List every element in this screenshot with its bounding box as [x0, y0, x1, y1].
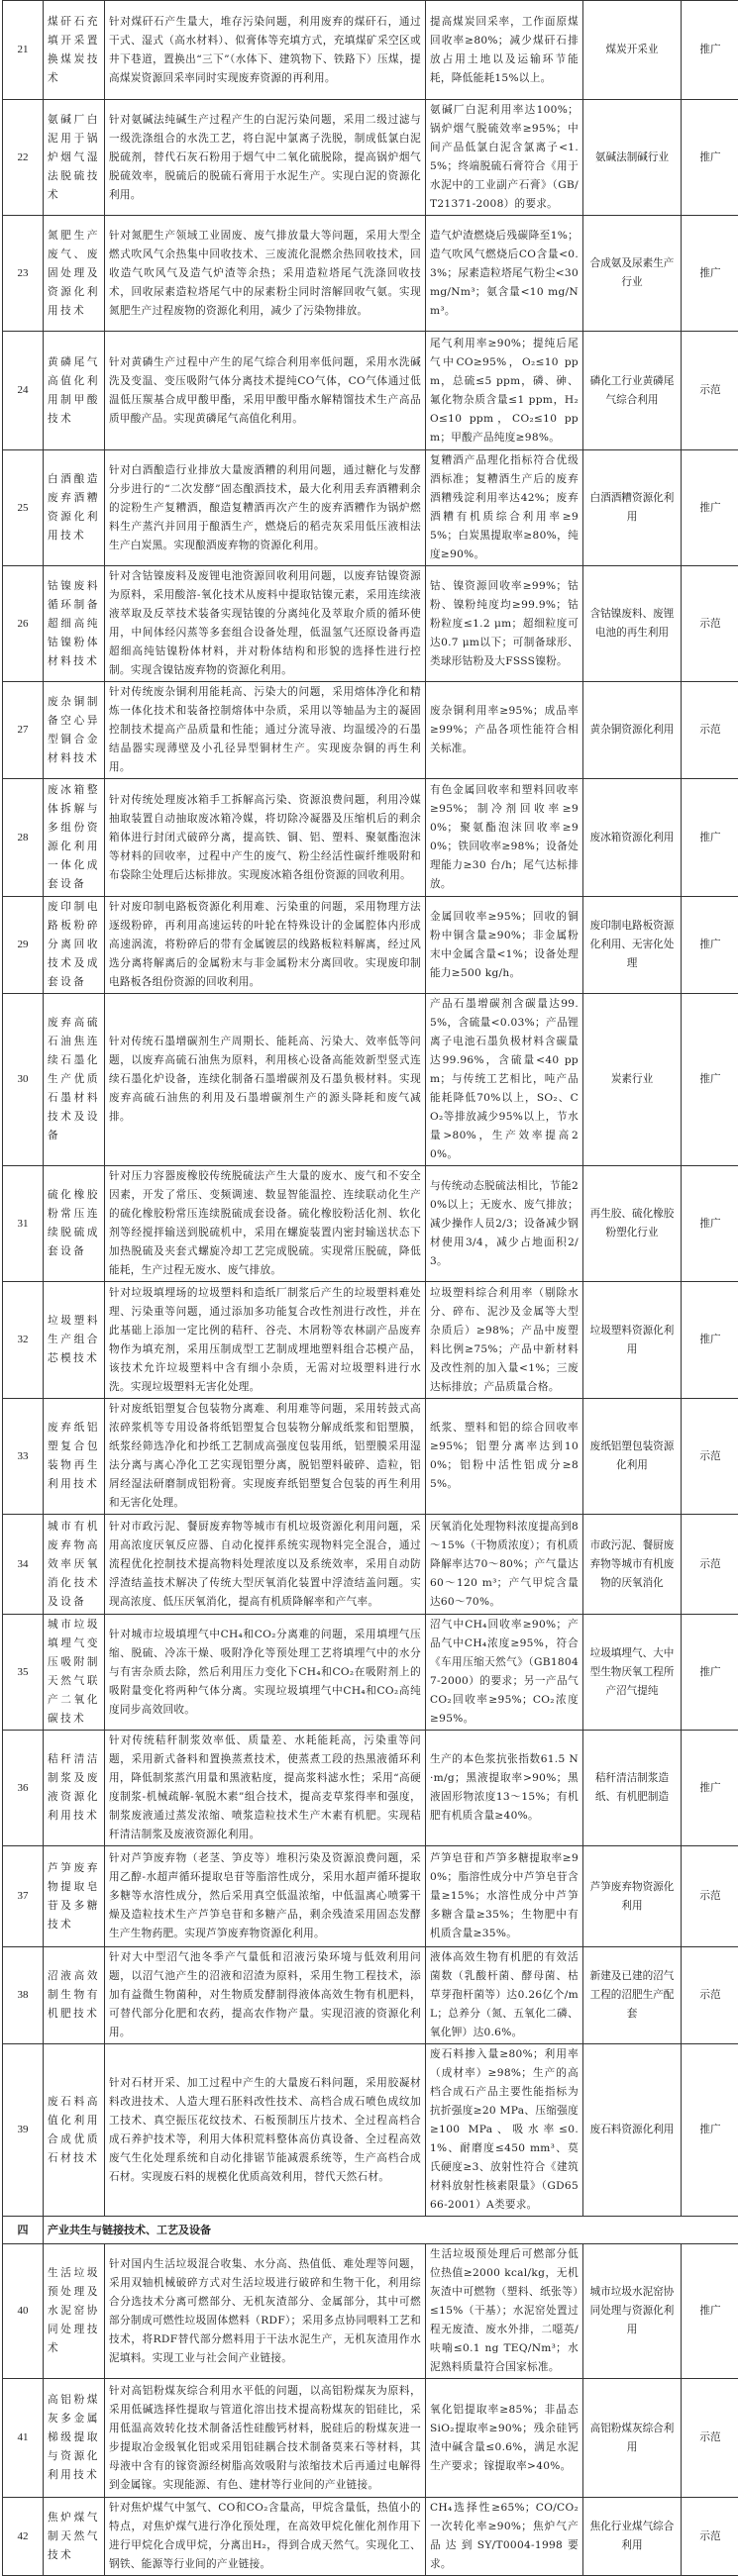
promotion-type: 推广	[682, 216, 738, 332]
promotion-type: 示范	[682, 1399, 738, 1515]
technology-description: 针对垃圾填埋场的垃圾塑料和造纸厂制浆后产生的垃圾塑料难处理、污染重等问题，通过添加多功能复合改性剂进行改性，并在此基础上添加一定比例的秸秆、谷壳、木屑粉等农林副产品废弃物作为填充剂，采用压制成型工艺制成埋地塑料组合芯模产品，该技术允许垃圾塑料中含有细小杂质，无需对垃圾塑料进行水洗。实现垃圾塑料无害化处理。	[105, 1282, 426, 1399]
applicable-scope: 废石料资源化利用	[583, 2044, 682, 2217]
technology-description: 针对传统处理废冰箱手工拆解高污染、资源浪费问题，利用冷媒抽取装置自动抽取废冰箱冷媒，将切除冷凝器及压缩机后的剩余箱体进行封闭式破碎分离，提高铁、铜、铝、塑料、聚氨酯泡沫等材料的回收率，过程中产生的废气、粉尘经活性碳纤维吸附和布袋除尘处理后达标排放。实现废冰箱各组份资源的回收利用。	[105, 779, 426, 897]
technology-name: 城市垃圾填埋气变压吸附制天然气联产二氧化碳技术	[44, 1615, 105, 1731]
technology-description: 针对大中型沼气池冬季产气量低和沼液污染环境与低效利用问题，以沼气池产生的沼液和沼渣为原料，采用生物工程技术，添加有益微生物菌种，对生物质发酵制得液体高效生物有机肥料，可替代部分化肥和农药，提高农作物产量。实现沼液的资源化利用。	[105, 1947, 426, 2044]
table-row	[3, 1166, 738, 1282]
technology-name: 芦笋废弃物提取皂苷及多糖技术	[44, 1846, 105, 1947]
technology-catalog-table	[2, 0, 738, 2576]
promotion-type: 推广	[682, 1, 738, 100]
promotion-type: 推广	[682, 450, 738, 566]
row-number: 21	[3, 1, 44, 100]
table-row	[3, 682, 738, 779]
table-row	[3, 2244, 738, 2379]
table-row	[3, 2379, 738, 2498]
technology-description: 针对高铝粉煤灰综合利用水平低的问题，以高铝粉煤灰为原料，采用低碱选择性提取与管道化溶出技术提高粉煤灰的铝硅比，采用低温高效转化技术制备活性硅酸钙材料，脱硅后的粉煤灰进一步提取冶金级氧化铝或采用铝硅耦合技术制备莫来石等材料，其母液中含有的镓资源经树脂高效吸附与浓缩技术后再通过电解得到金属镓。实现能源、有色、建材等行业间的产业链接。	[105, 2379, 426, 2498]
row-number: 38	[3, 1947, 44, 2044]
key-indicators: 废石料掺入量≥80%；利用率（成材率）≥98%；生产的高档合成石产品主要性能指标为抗折强度≥20 MPa、压缩强度≥100 MPa、吸水率≤0.1%、耐磨度≤450 mm³、莫氏硬度≥3、放射性符合《建筑材料放射性核素限量》（GD6566-2001）A类要求。	[426, 2044, 583, 2217]
technology-description: 针对氨碱法纯碱生产过程产生的白泥污染问题，采用二级过滤与一级洗涤组合的水洗工艺，将白泥中氯离子洗脱，制成低氯白泥脱硫剂，替代石灰石粉用于烟气中二氧化硫脱除，提高锅炉烟气脱硫效率，脱硫后的脱硫石膏用于水泥生产。实现白泥的资源化利用。	[105, 100, 426, 216]
key-indicators: 产品石墨增碳剂含碳量达99.5%，含硫量<0.03%；产品锂离子电池石墨负极材料含碳量达99.96%，含硫量<40 ppm；与传统工艺相比，吨产品能耗降低70%以上，SO₂、CO₂等排放减少95%以上，节水量>80%，生产效率提高20%。	[426, 994, 583, 1166]
key-indicators: 复糟酒产品理化指标符合优级酒标准；复糟酒生产后的废弃酒糟残淀利用率达42%；废弃酒糟有机质综合利用率≥95%；白炭黑提取率≥80%，纯度≥90%。	[426, 450, 583, 566]
table-row	[3, 332, 738, 450]
applicable-scope: 黄杂铜资源化利用	[583, 682, 682, 779]
promotion-type: 示范	[682, 682, 738, 779]
applicable-scope: 城市垃圾水泥窑协同处理与资源化利用	[583, 2244, 682, 2379]
promotion-type: 示范	[682, 1947, 738, 2044]
applicable-scope: 再生胶、硫化橡胶粉塑化行业	[583, 1166, 682, 1282]
technology-description: 针对市政污泥、餐厨废弃物等城市有机垃圾资源化利用问题，采用高浓度厌氧反应器、自动化搅拌系统实现物料完全混合，通过流程优化控制技术提高物料处理浓度以及系统效率，采用自动防浮渣结盖技术解决了传统大型厌氧消化装置中浮渣结盖问题。实现高浓度、低压厌氧消化，提高有机质降解率和产气率。	[105, 1515, 426, 1615]
row-number: 39	[3, 2044, 44, 2217]
promotion-type: 推广	[682, 1166, 738, 1282]
technology-name: 硫化橡胶粉常压连续脱硫成套设备	[44, 1166, 105, 1282]
technology-name: 废印制电路板粉碎分离回收技术及成套设备	[44, 897, 105, 994]
table-row	[3, 1846, 738, 1947]
key-indicators: 造气炉渣燃烧后残碳降至1%；造气吹风气燃烧后CO含量<0.3%；尿素造粒塔尾气粉尘<30mg/Nm³；氨含量<10 mg/Nm³。	[426, 216, 583, 332]
row-number: 22	[3, 100, 44, 216]
technology-name: 黄磷尾气高值化利用制甲酸技术	[44, 332, 105, 450]
table-row	[3, 994, 738, 1166]
row-number: 26	[3, 566, 44, 682]
section-header-row	[3, 2217, 738, 2244]
technology-description: 针对传统废杂铜利用能耗高、污染大的问题，采用熔体净化和精炼一体化技术和装备控制熔体中杂质，采用以等轴晶为主的凝固控制技术提高产品质量和性能；通过分流导液、均温缓冷的石墨结晶器实现薄壁及小孔径异型铜材生产。实现废杂铜的再生利用。	[105, 682, 426, 779]
table-row	[3, 216, 738, 332]
applicable-scope: 磷化工行业黄磷尾气综合利用	[583, 332, 682, 450]
table-row	[3, 100, 738, 216]
technology-name: 煤矸石充填开采置换煤炭技术	[44, 1, 105, 100]
table-row	[3, 1, 738, 100]
key-indicators: 纸浆、塑料和铝的综合回收率≥95%；铝塑分离率达到100%；铝粉中活性铝成分≥85%。	[426, 1399, 583, 1515]
technology-name: 生活垃圾预处理及水泥窑协同处理技术	[44, 2244, 105, 2379]
technology-name: 白酒酿造废弃酒糟资源化利用技术	[44, 450, 105, 566]
technology-description: 针对国内生活垃圾混合收集、水分高、热值低、难处理等问题，采用双轴机械破碎方式对生活垃圾进行破碎和生物干化，利用综合分选技术分离可燃部分、无机灰渣部分、金属部分，其中可燃部分制成可燃性垃圾固体燃料（RDF）；采用多点协同喂料工艺和技术，将RDF替代部分燃料用于干法水泥生产，无机灰渣用作水泥填料。实现工业与社会间产业链接。	[105, 2244, 426, 2379]
technology-name: 垃圾塑料生产组合芯模技术	[44, 1282, 105, 1399]
row-number: 25	[3, 450, 44, 566]
technology-name: 高铝粉煤灰多金属梯级提取与资源化利用技术	[44, 2379, 105, 2498]
promotion-type: 示范	[682, 566, 738, 682]
applicable-scope: 垃圾填埋气、大中型生物厌氧工程所产沼气提纯	[583, 1615, 682, 1731]
row-number: 34	[3, 1515, 44, 1615]
key-indicators: 垃圾塑料综合利用率（剔除水分、碎布、泥沙及金属等大型杂质后）≥98%；产品中废塑料比例≥75%；产品中新材料及改性剂的加入量<1%；三废达标排放；产品质量合格。	[426, 1282, 583, 1399]
key-indicators: 生活垃圾预处理后可燃部分低位热值≥2000 kcal/kg，无机灰渣中可燃物（塑料、纸张等）≤15%（干基）；水泥窑处置过程无废渣、废水外排，二噁英/呋喃≤0.1 ng TEQ/Nm³；水泥熟料质量符合国家标准。	[426, 2244, 583, 2379]
key-indicators: 液体高效生物有机肥的有效活菌数（乳酸杆菌、酵母菌、枯草芽孢杆菌等）达0.26亿个/mL；总养分（氮、五氧化二磷、氧化钾）达0.6%。	[426, 1947, 583, 2044]
promotion-type: 推广	[682, 100, 738, 216]
key-indicators: 尾气利用率≥90%；提纯后尾气中CO≥95%，O₂≤10 ppm，总硫≤5 ppm，磷、砷、氟化物杂质含量≤1 ppm，H₂O≤10 ppm，CO₂≤10 ppm；甲酸产品纯度≥98%。	[426, 332, 583, 450]
applicable-scope: 新建及已建的沼气工程的沼肥生产配套	[583, 1947, 682, 2044]
table-row	[3, 1282, 738, 1399]
key-indicators: CH₄选择性≥65%；CO/CO₂一次转化率≥90%；焦炉气产品达到SY/T0004-1998要求。	[426, 2498, 583, 2576]
row-number: 28	[3, 779, 44, 897]
applicable-scope: 废冰箱资源化利用	[583, 779, 682, 897]
technology-name: 废石料高值化利用合成优质石材技术	[44, 2044, 105, 2217]
technology-name: 焦炉煤气制天然气技术	[44, 2498, 105, 2576]
section-title: 产业共生与链接技术、工艺及设备	[44, 2217, 738, 2244]
technology-name: 废弃高硫石油焦连续石墨化生产优质石墨材料技术及设备	[44, 994, 105, 1166]
applicable-scope: 市政污泥、餐厨废弃物等城市有机废物的厌氧消化	[583, 1515, 682, 1615]
row-number: 37	[3, 1846, 44, 1947]
promotion-type: 示范	[682, 1515, 738, 1615]
technology-description: 针对含钴镍废料及废锂电池资源回收利用问题，以废弃钴镍资源为原料，采用酸溶-氧化技术从废料中提取钴镍元素，采用连续液液萃取及反萃技术装备实现钴镍的分离纯化及萃取介质的循环使用，中间体经闪蒸等多套组合设备处理，低温氢气还原设备再造超细高纯钴镍粉体材料，并对粉体结构和形貌的选择性进行控制。实现含镍钴废弃物的资源化利用。	[105, 566, 426, 682]
applicable-scope: 合成氨及尿素生产行业	[583, 216, 682, 332]
technology-description: 针对废印制电路板资源化利用难、污染重的问题，采用物理方法逐级粉碎，再利用高速运转的叶轮在特殊设计的金属腔体内形成高速涡流，将粉碎后的带有金属镀层的线路板粒料解离，经过风选分离将解离后的金属粉末与非金属粉末分离回收。实现废印制电路板各组份资源的回收利用。	[105, 897, 426, 994]
applicable-scope: 炭素行业	[583, 994, 682, 1166]
promotion-type: 推广	[682, 1615, 738, 1731]
technology-description: 针对城市垃圾填埋气中CH₄和CO₂分离难的问题，采用填埋气压缩、脱硫、冷冻干燥、吸附净化等预处理工艺将填埋气中的水分与有害杂质去除，然后利用压力变化下CH₄和CO₂在吸附剂上的吸附量变化将两种气体分离。实现垃圾填埋气中CH₄和CO₂高纯度同步高效回收。	[105, 1615, 426, 1731]
key-indicators: 氨碱厂白泥利用率达100%；锅炉烟气脱硫效率≥95%；中间产品低氯白泥含氯离子<1.5%；终端脱硫石膏符合《用于水泥中的工业副产石膏》（GB/T21371-2008）的要求。	[426, 100, 583, 216]
applicable-scope: 废纸铝塑包装资源化利用	[583, 1399, 682, 1515]
row-number: 27	[3, 682, 44, 779]
promotion-type: 推广	[682, 994, 738, 1166]
table-row	[3, 1399, 738, 1515]
table-row	[3, 1515, 738, 1615]
technology-description: 针对石材开采、加工过程中产生的大量废石料问题，采用胶凝材料改进技术、人造大理石胚料改性技术、高档合成石喷色成纹加工技术、真空振压花纹技术、石板预制压片技术、全过程高档合成石养护技术等，利用大体积荒料整体高仿真设备、全过程高效废气生化处理系统和自动化排锯节能减震系统等，生产高档合成石材。实现废石料的规模化优质高效利用，替代天然石材。	[105, 2044, 426, 2217]
promotion-type: 示范	[682, 2498, 738, 2576]
promotion-type: 示范	[682, 2379, 738, 2498]
table-row	[3, 1731, 738, 1846]
table-row	[3, 1615, 738, 1731]
row-number: 41	[3, 2379, 44, 2498]
key-indicators: 提高煤炭回采率，工作面原煤回收率≥80%；减少煤矸石排放占用土地以及运输环节能耗，降低能耗15%以上。	[426, 1, 583, 100]
table-row	[3, 566, 738, 682]
key-indicators: 废杂铜利用率≥95%；成品率≥99%；产品各项性能符合相关标准。	[426, 682, 583, 779]
key-indicators: 有色金属回收率和塑料回收率≥95%；制冷剂回收率≥90%；聚氨酯泡沫回收率≥90%；铁回收率≥98%；设备处理能力≥30 台/h；尾气达标排放。	[426, 779, 583, 897]
key-indicators: 与传统动态脱硫法相比，节能20%以上；无废水、废气排放；减少操作人员2/3；设备减少钢材使用3/4，减少占地面积2/3。	[426, 1166, 583, 1282]
promotion-type: 推广	[682, 1731, 738, 1846]
technology-name: 氨碱厂白泥用于锅炉烟气湿法脱硫技术	[44, 100, 105, 216]
section-number: 四	[3, 2217, 44, 2244]
applicable-scope: 含钴镍废料、废锂电池的再生利用	[583, 566, 682, 682]
key-indicators: 金属回收率≥95%；回收的铜粉中铜含量≥90%；非金属粉末中金属含量<1%；设备处理能力≥500 kg/h。	[426, 897, 583, 994]
row-number: 42	[3, 2498, 44, 2576]
technology-name: 沼液高效制生物有机肥技术	[44, 1947, 105, 2044]
table-row	[3, 779, 738, 897]
row-number: 24	[3, 332, 44, 450]
table-row	[3, 2044, 738, 2217]
row-number: 33	[3, 1399, 44, 1515]
technology-description: 针对芦笋废弃物（老茎、笋皮等）堆积污染及资源浪费问题，采用乙醇-水超声循环提取皂苷等脂溶性成分，采用水超声循环提取多糖等水溶性成分，然后采用真空低温浓缩，中低温离心喷雾干燥及造粒技术生产芦笋皂苷和多糖产品，剩余残渣采用固态发酵生产生物药肥。实现芦笋废弃物资源化利用。	[105, 1846, 426, 1947]
technology-description: 针对煤矸石产生量大，堆存污染问题，利用废弃的煤矸石，通过干式、湿式（高水材料）、似膏体等充填方式，充填煤矿采空区或井下巷道，置换出“三下”（水体下、建筑物下、铁路下）压煤，提高煤炭资源回采率同时实现废弃资源的再利用。	[105, 1, 426, 100]
applicable-scope: 秸秆清洁制浆造纸、有机肥制造	[583, 1731, 682, 1846]
technology-name: 废弃纸铝塑复合包装物再生利用技术	[44, 1399, 105, 1515]
row-number: 23	[3, 216, 44, 332]
applicable-scope: 芦笋废弃物资源化利用	[583, 1846, 682, 1947]
technology-description: 针对压力容器废橡胶传统脱硫法产生大量的废水、废气和不安全因素，开发了常压、变频调速、数显智能温控、连续联动化生产的硫化橡胶粉常压连续脱硫成套设备。硫化橡胶粉活化剂、软化剂等经搅拌输送到脱硫机中，采用在螺旋装置内密封输送状态下加热脱硫及夹套式螺旋冷却工艺完成脱硫。实现常压脱硫，降低能耗，生产过程无废水、废气排放。	[105, 1166, 426, 1282]
key-indicators: 钴、镍资源回收率≥99%；钴粉、镍粉纯度均≥99.9%；钴粉粒度≤1.2 μm；超细粒度可达0.7 μm以下；可制备球形、类球形钴粉及大FSSS镍粉。	[426, 566, 583, 682]
technology-name: 钴镍废料循环制备超细高纯钴镍粉体材料技术	[44, 566, 105, 682]
promotion-type: 示范	[682, 1846, 738, 1947]
applicable-scope: 焦化行业煤气综合利用	[583, 2498, 682, 2576]
technology-name: 废冰箱整体拆解与多组份资源化利用一体化成套设备	[44, 779, 105, 897]
key-indicators: 芦笋皂苷和芦笋多糖提取率≥90%；脂溶性成分中芦笋皂苷含量≥15%；水溶性成分中芦笋多糖含量≥35%；生物肥中有机质含量≥35%。	[426, 1846, 583, 1947]
technology-description: 针对白酒酿造行业排放大量废酒糟的利用问题，通过糖化与发酵分步进行的“二次发酵”固态酿酒技术，最大化利用丢弃酒糟剩余的淀粉生产复糟酒，酿造复糟酒再次产生的废弃酒糟作为锅炉燃料生产蒸汽并回用于酿酒生产，燃烧后的稻壳灰采用低压液相法生产白炭黑。实现酿酒废弃物的资源化利用。	[105, 450, 426, 566]
applicable-scope: 白酒酒糟资源化利用	[583, 450, 682, 566]
applicable-scope: 高铝粉煤灰综合利用	[583, 2379, 682, 2498]
key-indicators: 沼气中CH₄回收率≥90%；产品气中CH₄浓度≥95%，符合《车用压缩天然气》（GB18047-2000）的要求；另一产品气CO₂回收率≥95%；CO₂浓度≥95%。	[426, 1615, 583, 1731]
key-indicators: 厌氧消化处理物料浓度提高到8～15%（干物质浓度）；有机质降解率达70～80%；产气量达60～120 m³；产气甲烷含量达60～70%。	[426, 1515, 583, 1615]
table-row	[3, 897, 738, 994]
technology-description: 针对传统石墨增碳剂生产周期长、能耗高、污染大、效率低等问题，以废弃高硫石油焦为原料，利用核心设备高能效新型竖式连续石墨化炉设备，连续化制备石墨增碳剂及石墨负极材料。实现废弃高硫石油焦的利用及石墨增碳剂生产的源头降耗和废气减排。	[105, 994, 426, 1166]
applicable-scope: 废印制电路板资源化利用、无害化处理	[583, 897, 682, 994]
row-number: 30	[3, 994, 44, 1166]
row-number: 35	[3, 1615, 44, 1731]
technology-description: 针对焦炉煤气中氢气、CO和CO₂含量高，甲烷含量低，热值小的特点，对焦炉煤气进行净化预处理，在高效甲烷化催化剂作用下进行甲烷化合成甲烷，分离出H₂，得到合成天然气。实现化工、钢铁、能源等行业间的产业链接。	[105, 2498, 426, 2576]
row-number: 36	[3, 1731, 44, 1846]
technology-description: 针对氮肥生产领域工业固废、废气排放量大等问题，采用大型全燃式吹风气余热集中回收技术、三废流化混燃余热回收技术，回收造气吹风气及造气炉渣等余热；采用造粒塔尾气洗涤回收技术，回收尿素造粒塔尾气中的尿素粉尘同时溶解回收气氨。实现氮肥生产过程废物的资源化利用，减少了污染物排放。	[105, 216, 426, 332]
technology-name: 氮肥生产废气、废固处理及资源化利用技术	[44, 216, 105, 332]
technology-name: 秸秆清洁制浆及废液资源化利用技术	[44, 1731, 105, 1846]
key-indicators: 氧化铝提取率≥85%；非晶态SiO₂提取率≥90%；残余硅钙渣中碱含量≤0.6%，满足水泥生产要求；镓提取率>40%。	[426, 2379, 583, 2498]
applicable-scope: 垃圾塑料资源化利用	[583, 1282, 682, 1399]
promotion-type: 示范	[682, 332, 738, 450]
row-number: 40	[3, 2244, 44, 2379]
row-number: 29	[3, 897, 44, 994]
technology-description: 针对废纸铝塑复合包装物分离难、利用难等问题，采用转鼓式高浓碎浆机等专用设备将纸铝塑复合包装物分解成纸浆和铝塑膜，纸浆经筛选净化和抄纸工艺制成高强度包装用纸，铝塑膜采用湿法分离与离心净化工艺实现铝塑分离，脱铝塑料破碎、造粒，铝屑经湿法研磨制成铝粉膏。实现废弃纸铝塑复合包装的再生利用和无害化处理。	[105, 1399, 426, 1515]
promotion-type: 推广	[682, 897, 738, 994]
technology-description: 针对黄磷生产过程中产生的尾气综合利用率低问题，采用水洗碱洗及变温、变压吸附气体分离技术提纯CO气体，CO气体通过低温低压羰基合成甲酸甲酯，采用甲酸甲酯水解精馏技术生产高品质甲酸产品。实现黄磷尾气高值化利用。	[105, 332, 426, 450]
table-row	[3, 1947, 738, 2044]
applicable-scope: 氨碱法制碱行业	[583, 100, 682, 216]
promotion-type: 推广	[682, 1282, 738, 1399]
row-number: 32	[3, 1282, 44, 1399]
key-indicators: 生产的本色浆抗张指数61.5 N·m/g；黑液提取率>90%；黑液固形物浓度13～15%；有机肥有机质含量≥40%。	[426, 1731, 583, 1846]
row-number: 31	[3, 1166, 44, 1282]
applicable-scope: 煤炭开采业	[583, 1, 682, 100]
table-row	[3, 450, 738, 566]
promotion-type: 推广	[682, 2044, 738, 2217]
technology-name: 废杂铜制备空心异型铜合金材料技术	[44, 682, 105, 779]
technology-description: 针对传统秸秆制浆效率低、质量差、水耗能耗高，污染重等问题，采用新式备料和置换蒸煮技术，使蒸煮工段的热黑液循环利用，降低制浆蒸汽用量和黑液粘度，提高浆料滤水性；采用“高硬度制浆-机械疏解-氧脱木素”组合技术，提高麦草浆得率和强度，制浆废液通过蒸发浓缩、喷浆造粒技术生产木素有机肥。实现秸秆清洁制浆及废液资源化利用。	[105, 1731, 426, 1846]
technology-name: 城市有机废弃物高效率厌氧消化技术及设备	[44, 1515, 105, 1615]
promotion-type: 推广	[682, 2244, 738, 2379]
promotion-type: 推广	[682, 779, 738, 897]
table-body	[3, 1, 738, 2576]
table-row	[3, 2498, 738, 2576]
